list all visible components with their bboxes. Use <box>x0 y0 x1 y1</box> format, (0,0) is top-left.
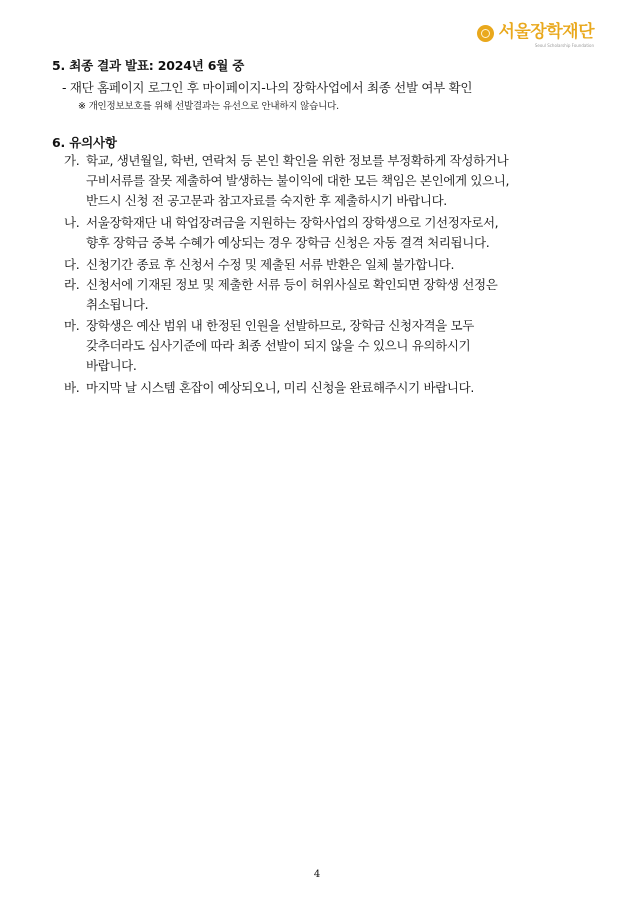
item-marker: 마. <box>64 318 80 333</box>
logo-text <box>498 22 594 49</box>
notice-item-na <box>64 213 594 253</box>
item-line: 구비서류를 잘못 제출하여 발생하는 불이익에 대한 모든 책임은 본인에게 있으니, <box>86 173 510 188</box>
item-marker: 라. <box>64 277 80 292</box>
notice-item-da <box>64 255 594 275</box>
logo-subtitle: Seoul Scholarship Foundation <box>534 43 594 48</box>
item-line: 취소됩니다. <box>86 297 149 312</box>
item-line: 바랍니다. <box>86 358 137 373</box>
section-5-line: - 재단 홈페이지 로그인 후 마이페이지-나의 장학사업에서 최종 선발 여부 확인 <box>62 80 473 95</box>
item-line: 신청기간 종료 후 신청서 수정 및 제출된 서류 반환은 일체 불가합니다. <box>86 257 455 272</box>
page-number: 4 <box>313 869 321 880</box>
foundation-logo <box>477 22 594 49</box>
item-line: 마지막 날 시스템 혼잡이 예상되오니, 미리 신청을 완료해주시기 바랍니다. <box>86 380 474 395</box>
item-line: 반드시 신청 전 공고문과 참고자료를 숙지한 후 제출하시기 바랍니다. <box>86 193 447 208</box>
logo-title: 서울장학재단 <box>498 22 594 42</box>
notice-item-ba <box>64 378 594 398</box>
item-marker: 다. <box>64 257 80 272</box>
notice-item-ra <box>64 275 594 315</box>
item-line: 학교, 생년월일, 학번, 연락처 등 본인 확인을 위한 정보를 부정확하게 작성하거나 <box>86 153 509 168</box>
item-marker: 나. <box>64 215 80 230</box>
section-5-note: ※ 개인정보보호를 위해 선발결과는 유선으로 안내하지 않습니다. <box>78 101 339 112</box>
notice-item-ma <box>64 316 594 376</box>
item-marker: 바. <box>64 380 80 395</box>
item-marker: 가. <box>64 153 80 168</box>
item-line: 갖추더라도 심사기준에 따라 최종 선발이 되지 않을 수 있으니 유의하시기 <box>86 338 471 353</box>
notice-item-ga <box>64 151 594 211</box>
logo-seal-icon <box>477 25 494 42</box>
item-line: 향후 장학금 중복 수혜가 예상되는 경우 장학금 신청은 자동 결격 처리됩니다. <box>86 235 490 250</box>
item-line: 서울장학재단 내 학업장려금을 지원하는 장학사업의 장학생으로 기선정자로서, <box>86 215 499 230</box>
item-line: 신청서에 기재된 정보 및 제출한 서류 등이 허위사실로 확인되면 장학생 선정은 <box>86 277 498 292</box>
section-5-heading: 5. 최종 결과 발표: 2024년 6월 중 <box>52 58 245 73</box>
section-6-heading: 6. 유의사항 <box>52 135 117 150</box>
item-line: 장학생은 예산 범위 내 한정된 인원을 선발하므로, 장학금 신청자격을 모두 <box>86 318 474 333</box>
